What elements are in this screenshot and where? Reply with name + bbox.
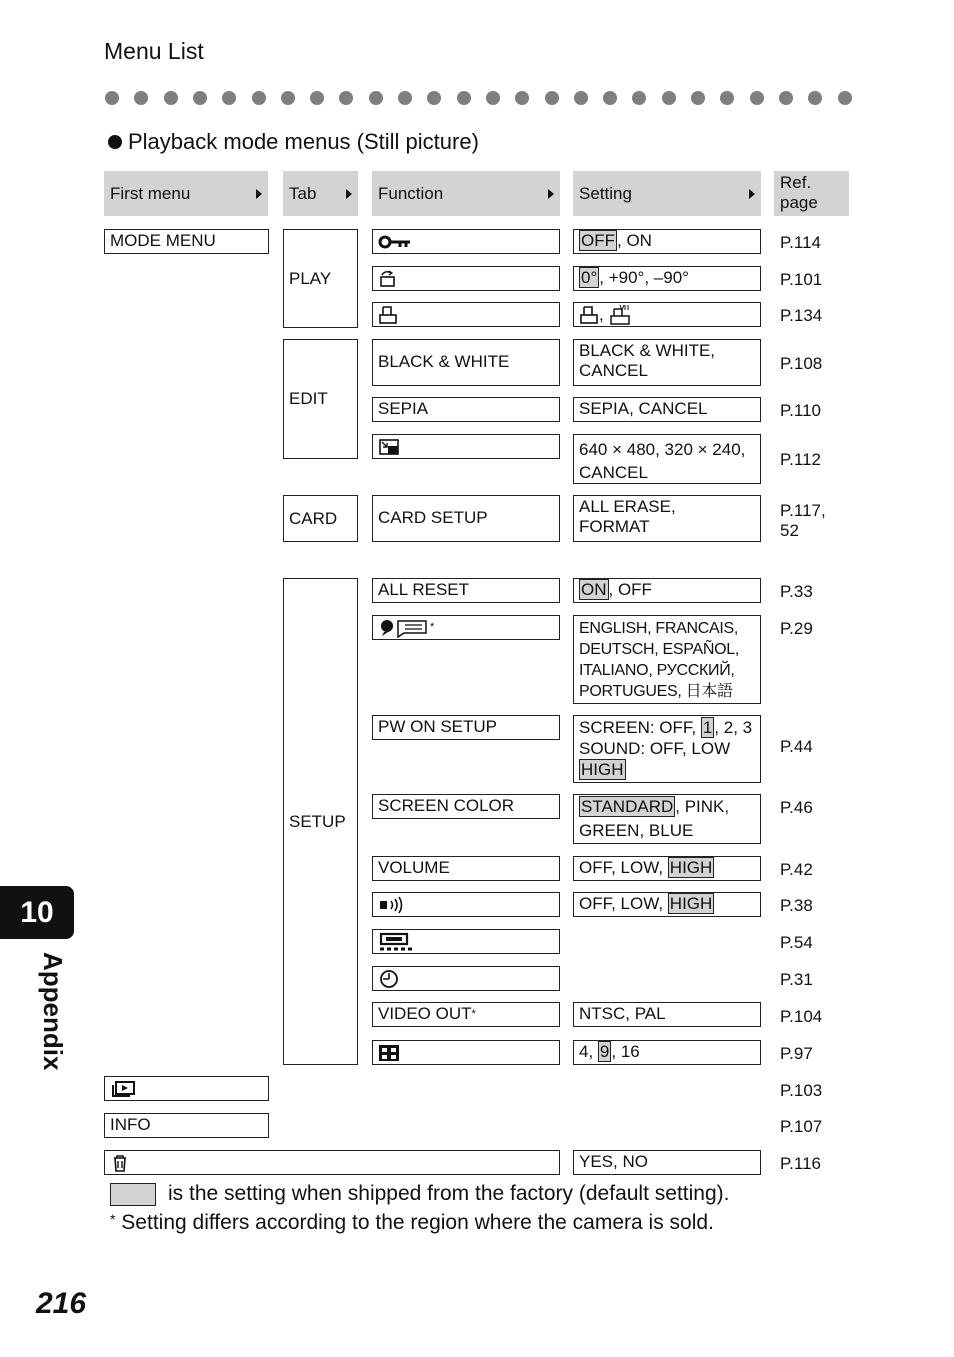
column-header-ref-line1: Ref. [780,173,812,192]
setting-print-separator: , [599,305,604,324]
setting-language [573,615,761,704]
default-value-badge: ON [581,580,607,599]
setting-language-line3: ITALIANO, РУССКИЙ, [579,662,735,679]
function-black-white: BLACK & WHITE [372,339,560,386]
ref-card-b: 52 [780,521,799,540]
divider-dot [486,91,500,105]
footnote-asterisk: * [110,1211,116,1227]
ref-screen-color: P.46 [780,798,813,817]
chapter-label [26,952,76,1082]
setting-pw-screen-a: SCREEN: OFF, [579,718,697,737]
section-heading-text: Playback mode menus (Still picture) [128,129,479,154]
column-header-function-label: Function [378,183,444,203]
rotate-icon [378,270,398,288]
language-icon [378,618,430,638]
setting-rotate-rest: , +90°, –90° [599,268,689,287]
tab-card: CARD [283,495,358,542]
print-order-icon [378,305,398,325]
beep-icon [378,896,408,914]
setting-erase: YES, NO [573,1150,761,1175]
ref-all-reset: P.33 [780,582,813,601]
arrow-right-icon [749,189,755,199]
function-clock [372,966,560,991]
setting-language-line4: PORTUGUES, 日本語 [579,683,733,700]
chapter-number: 10 [20,895,54,929]
default-value-badge: 1 [702,718,713,737]
ref-clock: P.31 [780,970,813,989]
divider-dot [779,91,793,105]
arrow-right-icon [256,189,262,199]
print-all-icon [608,304,632,326]
chapter-tab [0,886,74,939]
divider-dot [515,91,529,105]
function-video-out-label: VIDEO OUT [378,1004,472,1023]
function-screen-color: SCREEN COLOR [372,794,560,819]
function-index-display [372,1040,560,1065]
divider-dot [310,91,324,105]
footnote-region-text: Setting differs according to the region where the camera is sold. [121,1211,714,1234]
default-value-badge: HIGH [669,858,713,877]
setting-beep-offlow: OFF, LOW, [579,894,664,913]
function-language-asterisk: * [430,621,435,633]
setting-language-line1: ENGLISH, FRANCAIS, [579,620,739,637]
function-beep [372,892,560,917]
setting-sepia: SEPIA, CANCEL [573,397,761,422]
key-icon [378,234,412,250]
function-monitor [372,929,560,954]
setting-screen-color-rest: , PINK, [675,797,730,816]
setting-volume-offlow: OFF, LOW, [579,858,664,877]
default-value-badge: HIGH [669,894,713,913]
ref-slideshow: P.103 [780,1081,823,1100]
clock-icon [378,969,400,989]
ref-sepia: P.110 [780,401,821,420]
ref-video-out: P.104 [780,1007,823,1026]
column-header-first-menu-label: First menu [110,183,191,203]
index-display-icon [378,1044,400,1062]
ref-resize: P.112 [780,450,821,469]
first-menu-mode-menu: MODE MENU [104,229,269,254]
ref-erase: P.116 [780,1154,821,1173]
footnote-region [110,1211,714,1235]
divider-dot [574,91,588,105]
function-resize [372,434,560,459]
function-rotate [372,266,560,291]
setting-resize-line1: 640 × 480, 320 × 240, [579,440,746,459]
setting-all-reset-rest: , OFF [608,580,652,599]
divider-dot [164,91,178,105]
setting-protect [573,229,761,254]
default-value-badge: STANDARD [581,797,674,816]
setting-pw-sound: SOUND: OFF, LOW [579,739,731,758]
slideshow-icon [110,1080,140,1098]
ref-rotate: P.101 [780,270,823,289]
ref-info: P.107 [780,1117,823,1136]
footnote-default-text: is the setting when shipped from the factory (default setting). [168,1182,730,1205]
default-value-badge: HIGH [581,760,624,779]
divider-dot [105,91,119,105]
setting-resize [573,434,761,484]
setting-print [573,302,761,327]
setting-all-reset [573,578,761,603]
divider-dot [281,91,295,105]
setting-pw-screen [579,717,755,738]
ref-beep: P.38 [780,896,813,915]
section-heading [108,129,479,155]
divider-dot [457,91,471,105]
setting-rotate [573,266,761,291]
divider-dot [808,91,822,105]
chapter-label-text: Appendix [38,952,68,1071]
column-header-first-menu [104,171,268,216]
function-language [372,615,560,640]
divider-dot [545,91,559,105]
first-menu-erase [104,1150,560,1175]
divider-dot [193,91,207,105]
first-menu-slideshow [104,1076,269,1101]
divider-dot [369,91,383,105]
function-video-out [372,1002,560,1027]
erase-icon [110,1153,130,1173]
print-order-icon [579,305,599,325]
setting-bw-line2: CANCEL [579,361,648,380]
default-value-badge: 9 [599,1042,610,1061]
arrow-right-icon [346,189,352,199]
ref-card-a: P.117, [780,501,826,520]
default-value-badge: 0° [581,268,598,287]
divider-dot [603,91,617,105]
column-header-ref [774,171,849,216]
function-protect [372,229,560,254]
tab-play: PLAY [283,229,358,328]
function-pw-on-setup: PW ON SETUP [372,715,560,740]
ref-print: P.134 [780,306,823,325]
bullet-icon [108,135,122,149]
ref-pw-on: P.44 [780,737,813,756]
column-header-ref-line2: page [780,193,818,212]
first-menu-info: INFO [104,1113,269,1138]
ref-monitor: P.54 [780,933,813,952]
divider-dot [427,91,441,105]
divider-dot [632,91,646,105]
setting-black-white [573,339,761,386]
page-heading: Menu List [104,38,204,64]
ref-language: P.29 [780,619,813,638]
setting-card [573,495,761,542]
tab-edit: EDIT [283,339,358,459]
setting-protect-rest: , ON [617,231,652,250]
setting-card-line2: FORMAT [579,517,650,536]
setting-volume [573,856,761,881]
setting-screen-color-line2: GREEN, BLUE [579,821,694,840]
column-header-tab [283,171,358,216]
default-value-badge: OFF [581,231,615,250]
column-header-setting [573,171,761,216]
ref-black-white: P.108 [780,354,823,373]
column-header-setting-label: Setting [579,183,632,203]
resize-icon [378,438,400,456]
setting-bw-line1: BLACK & WHITE, [579,341,716,360]
setting-card-line1: ALL ERASE, [579,497,676,516]
ref-volume: P.42 [780,860,813,879]
setting-screen-color [573,794,761,844]
setting-screen-color-line1 [579,795,755,819]
default-legend-swatch [110,1183,156,1206]
setting-video-out: NTSC, PAL [573,1002,761,1027]
page-number: 216 [36,1287,87,1320]
setting-pw-high-row [579,759,755,780]
column-header-tab-label: Tab [289,183,317,203]
setting-resize-line2: CANCEL [579,463,648,482]
divider-dot [134,91,148,105]
setting-language-line2: DEUTSCH, ESPAÑOL, [579,641,739,658]
setting-pw-screen-b: , 2, 3 [714,718,753,737]
setting-pw-on [573,715,761,783]
footnote-default [110,1182,729,1206]
setting-index-b: , 16 [611,1042,640,1061]
divider-dot [398,91,412,105]
arrow-right-icon [548,189,554,199]
divider-dot [252,91,266,105]
function-card-setup: CARD SETUP [372,495,560,542]
divider-dot [750,91,764,105]
ref-protect: P.114 [780,233,821,252]
setting-beep [573,892,761,917]
function-sepia: SEPIA [372,397,560,422]
tab-setup: SETUP [283,578,358,1065]
function-video-out-asterisk: * [471,1008,476,1020]
function-all-reset: ALL RESET [372,578,560,603]
divider-dot [720,91,734,105]
function-volume: VOLUME [372,856,560,881]
monitor-icon [378,932,414,952]
divider-dot [662,91,676,105]
divider-dot [838,91,852,105]
setting-index-a: 4, [579,1042,594,1061]
divider-dot [691,91,705,105]
divider-dot [222,91,236,105]
divider-dot [339,91,353,105]
ref-index: P.97 [780,1044,813,1063]
setting-index [573,1040,761,1065]
function-print-order [372,302,560,327]
column-header-function [372,171,560,216]
